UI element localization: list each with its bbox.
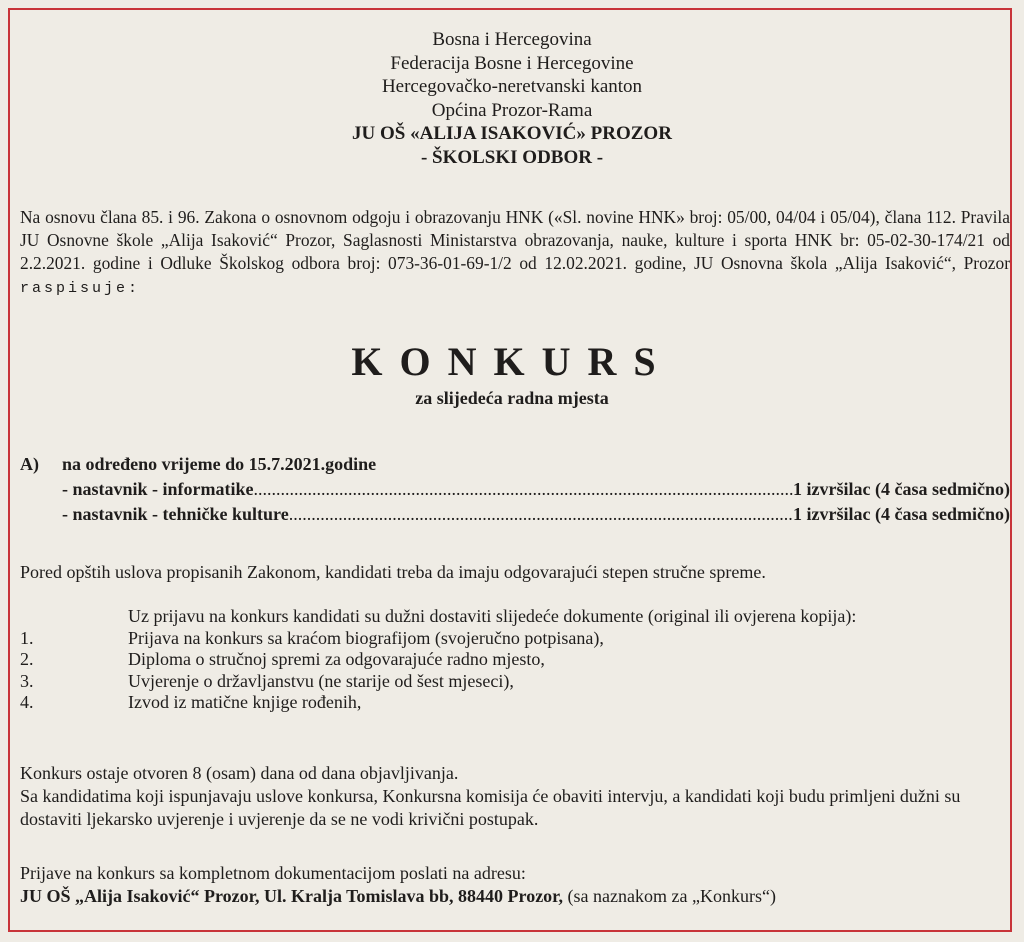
list-text: Prijava na konkurs sa kraćom biografijom (svojeručno potpisana), — [128, 627, 604, 648]
submission-line-1: Prijave na konkurs sa kompletnom dokumentacijom poslati na adresu: — [20, 863, 526, 883]
header-board: - ŠKOLSKI ODBOR - — [420, 146, 604, 168]
section-a — [20, 452, 1010, 527]
header-canton: Hercegovačko-neretvanski kanton — [381, 76, 643, 97]
closing-line-2: Sa kandidatima koji ispunjavaju uslove konkursa, Konkursna komisija će obaviti intervju, a kandidati koji budu primljeni dužni su dostaviti ljekarsko uvjerenje i uvjerenje da se ne vodi krivični postupak. — [20, 786, 961, 829]
list-item — [20, 649, 1010, 671]
submission-note: (sa naznakom za „Konkurs“) — [567, 886, 776, 906]
list-text: Uvjerenje o državljanstvu (ne starije od šest mjeseci), — [128, 670, 514, 691]
list-number: 1. — [20, 627, 34, 648]
list-text: Izvod iz matične knjige rođenih, — [128, 692, 362, 712]
page-title: KONKURS — [351, 339, 673, 384]
submission-paragraph — [20, 862, 1010, 908]
position-detail: 1 izvršilac (4 časa sedmično) — [793, 479, 1010, 499]
leader-dots — [289, 502, 793, 527]
submission-address: JU OŠ „Alija Isaković“ Prozor, Ul. Kralja Tomislava bb, 88440 Prozor, — [20, 886, 564, 906]
intro-verb: raspisuje: — [20, 280, 141, 297]
conditions-paragraph: Pored opštih uslova propisanih Zakonom, kandidati treba da imaju odgovarajući stepen stručne spreme. — [20, 562, 766, 582]
header — [0, 28, 1024, 169]
list-number: 4. — [20, 692, 34, 712]
position-name: - nastavnik - tehničke kulture — [62, 504, 289, 524]
section-a-heading: na određeno vrijeme do 15.7.2021.godine — [62, 454, 377, 474]
list-item — [20, 671, 1010, 693]
list-item — [20, 692, 1010, 714]
position-name: - nastavnik - informatike — [62, 479, 254, 499]
list-item — [20, 628, 1010, 650]
position-detail: 1 izvršilac (4 časa sedmično) — [793, 504, 1010, 524]
list-number: 2. — [20, 649, 34, 669]
position-row — [62, 502, 1010, 527]
closing-line-1: Konkurs ostaje otvoren 8 (osam) dana od dana objavljivanja. — [20, 763, 459, 783]
section-a-label: A) — [20, 454, 39, 474]
documents-intro: Uz prijavu na konkurs kandidati su dužni dostaviti slijedeće dokumente (original ili ovjerena kopija): — [128, 606, 857, 626]
header-country: Bosna i Hercegovina — [432, 29, 592, 50]
leader-dots — [254, 477, 794, 502]
closing-paragraph — [20, 762, 1010, 831]
intro-paragraph — [20, 206, 1010, 300]
page-subtitle: za slijedeća radna mjesta — [415, 388, 609, 408]
position-row — [62, 477, 1010, 502]
list-text: Diploma o stručnoj spremi za odgovarajuće radno mjesto, — [128, 649, 545, 669]
documents-list — [20, 606, 1010, 714]
header-municipality: Općina Prozor-Rama — [431, 99, 593, 121]
intro-text: Na osnovu člana 85. i 96. Zakona o osnovnom odgoju i obrazovanju HNK («Sl. novine HNK» broj: 05/00, 04/04 i 05/04), člana 112. Pravila JU Osnovne škole „Alija Isaković“ Prozor, Saglasnosti Ministarstva obrazovanja, nauke, kulture i sporta HNK br: 05-02-30-174/21 od 2.2.2021. godine i Odluke Školskog odbora broj: 073-36-01-69-1/2 od 12.02.2021. godine, JU Osnovna škola „Alija Isaković“, Prozor — [20, 207, 1010, 273]
list-number: 3. — [20, 670, 34, 691]
header-school: JU OŠ «ALIJA ISAKOVIĆ» PROZOR — [352, 123, 672, 144]
header-federation: Federacija Bosne i Hercegovine — [390, 52, 634, 74]
